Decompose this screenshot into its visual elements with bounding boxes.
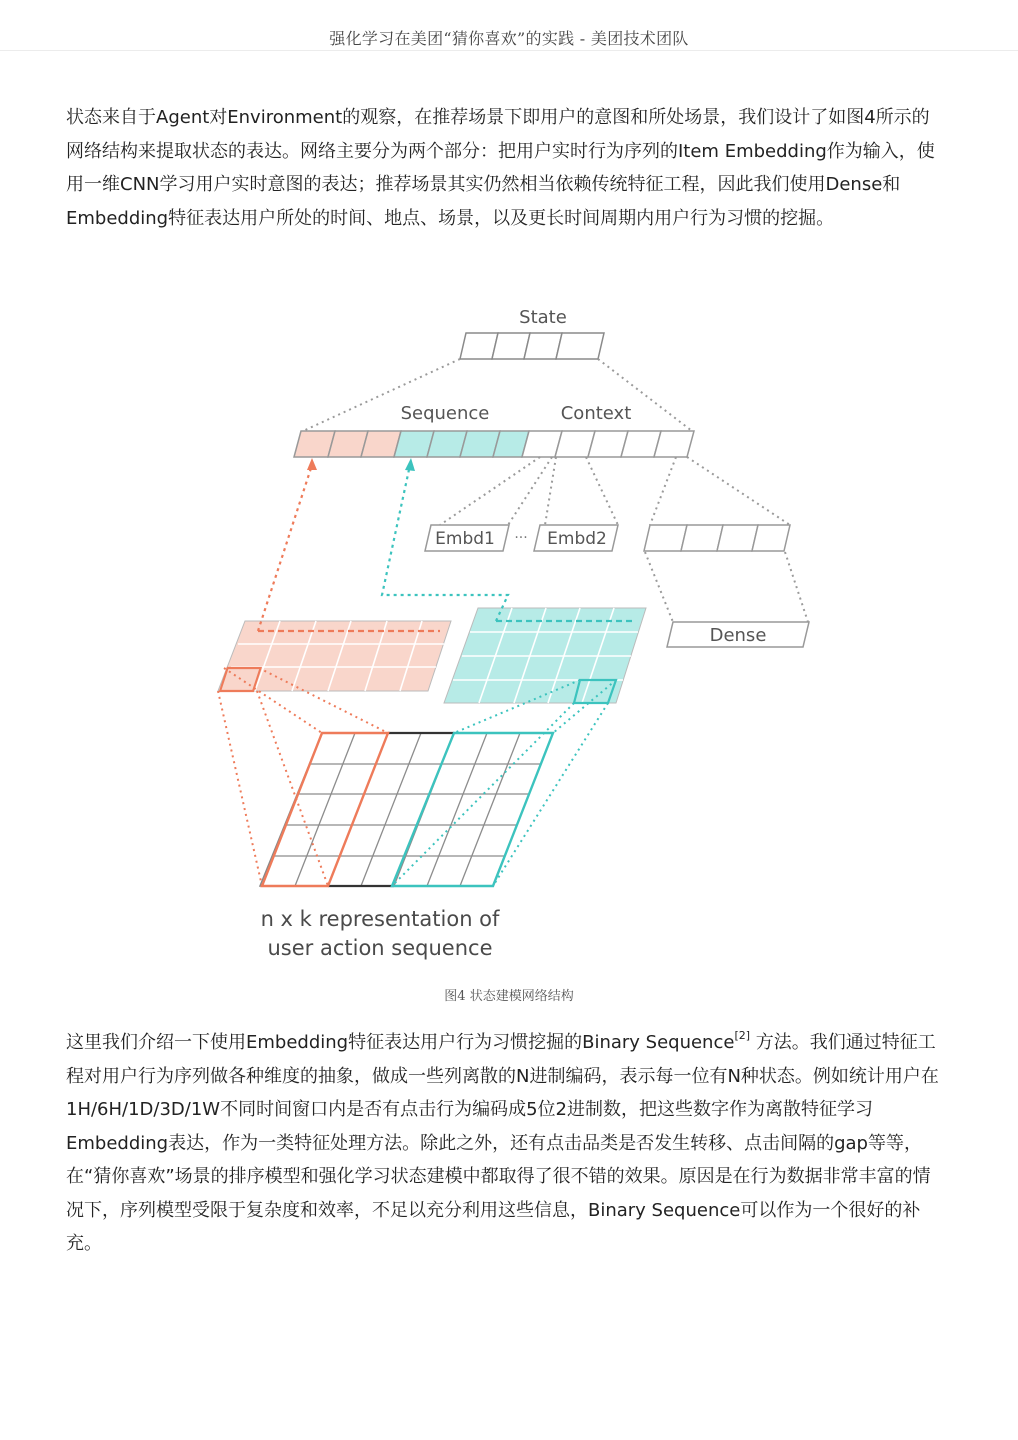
- context-label: Context: [560, 403, 632, 424]
- matrix-label-line2: user action sequence: [267, 936, 493, 960]
- paragraph2-text-part1: 这里我们介绍一下使用Embedding特征表达用户行为习惯挖掘的Binary Sequence: [66, 1032, 735, 1053]
- state-label: State: [519, 307, 567, 328]
- dense-label: Dense: [709, 625, 767, 646]
- header-title: 强化学习在美团“猜你喜欢”的实践 - 美团技术团队: [329, 29, 689, 48]
- sequence-label: Sequence: [400, 403, 490, 424]
- dense-vector: [644, 525, 790, 551]
- reference-link[interactable]: [2]: [734, 1029, 751, 1042]
- figure-caption: 图4 状态建模网络结构: [444, 989, 574, 1004]
- state-vector: [460, 333, 604, 359]
- embd-ellipsis: ···: [514, 530, 528, 546]
- embd1-box: [425, 525, 509, 551]
- input-matrix: [260, 733, 553, 886]
- dense-box: [667, 622, 809, 647]
- page-header: [0, 0, 1018, 51]
- paragraph2-text-part2: 方法。我们通过特征工程对用户行为序列做各种维度的抽象，做成一些列离散的N进制编码，表示每一位有N种状态。例如统计用户在1H/6H/1D/3D/1W不同时间窗口内是否有点击行为编码成5位2进制数，把这些数字作为离散特征学习Embedding表达，作为一类特征处理方法。除此之外，还有点击品类是否发生转移、点击间隔的gap等等，在“猜你喜欢”场景的排序模型和强化学习状态建模中都取得了很不错的效果。原因是在行为数据非常丰富的情况下，序列模型受限于复杂度和效率，不足以充分利用这些信息，Binary Sequence可以作为一个很好的补充。: [66, 1032, 939, 1254]
- state-network-diagram: [0, 290, 1018, 980]
- state-network-figure: [0, 290, 1018, 980]
- embd2-label: Embd2: [547, 529, 607, 549]
- orange-feature-map: [218, 621, 451, 691]
- embd2-box: [534, 525, 618, 551]
- binary-sequence-paragraph: [66, 1026, 946, 1261]
- matrix-label-line1: n x k representation of: [260, 907, 500, 931]
- embd1-label: Embd1: [435, 529, 495, 549]
- intro-paragraph: 状态来自于Agent对Environment的观察，在推荐场景下即用户的意图和所处场景，我们设计了如图4所示的网络结构来提取状态的表达。网络主要分为两个部分：把用户实时行为序列的Item Embedding作为输入，使用一维CNN学习用户实时意图的表达；推荐场景其实仍然相当依赖传统特征工程，因此我们使用Dense和Embedding特征表达用户所处的时间、地点、场景，以及更长时间周期内用户行为习惯的挖掘。: [66, 107, 935, 229]
- sequence-vector: [294, 431, 529, 457]
- orange-arrow: [258, 458, 317, 631]
- teal-feature-map: [444, 608, 646, 703]
- state-connectors: [303, 359, 692, 431]
- context-vector: [522, 431, 694, 457]
